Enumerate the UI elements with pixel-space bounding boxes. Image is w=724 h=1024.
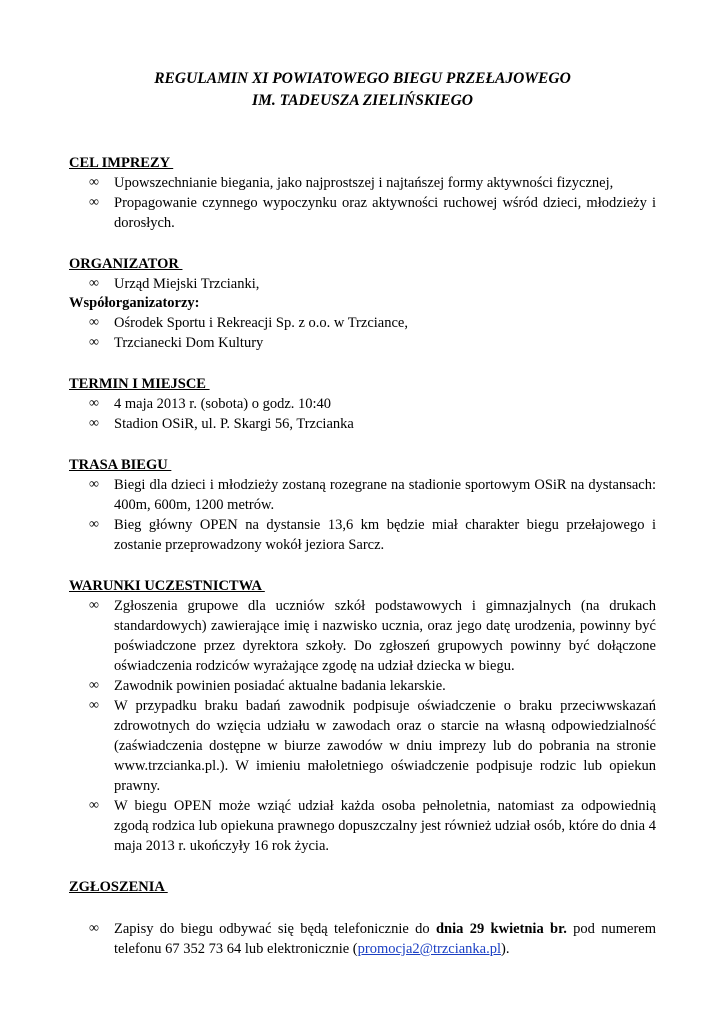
title-line-1: REGULAMIN XI POWIATOWEGO BIEGU PRZEŁAJOWEGO: [154, 70, 571, 87]
list-item: [69, 333, 656, 353]
infinity-bullet-icon: ∞: [89, 517, 99, 532]
list-item-text: Trzcianecki Dom Kultury: [114, 335, 264, 351]
list-item: [69, 515, 656, 555]
list-item-text: Bieg główny OPEN na dystansie 13,6 km będzie miał charakter biegu przełajowego i zostanie przeprowadzony wokół jeziora Sarcz.: [114, 517, 656, 553]
section-heading: ORGANIZATOR: [69, 256, 183, 272]
list-item-text-start: Zapisy do biegu odbywać się będą telefonicznie do: [114, 921, 436, 937]
infinity-bullet-icon: ∞: [89, 698, 99, 713]
title-line-2: IM. TADEUSZA ZIELIŃSKIEGO: [252, 92, 473, 109]
section-organizator: [69, 255, 656, 353]
section-zgloszenia: [69, 878, 656, 959]
list-item: [69, 274, 656, 294]
list-item: [69, 596, 656, 676]
section-heading: WARUNKI UCZESTNICTWA: [69, 578, 265, 594]
list-item: [69, 796, 656, 856]
list-item: [69, 696, 656, 796]
bullet-list: [69, 475, 656, 555]
bullet-list: [69, 274, 656, 294]
infinity-bullet-icon: ∞: [89, 598, 99, 613]
infinity-bullet-icon: ∞: [89, 315, 99, 330]
infinity-bullet-icon: ∞: [89, 798, 99, 813]
list-item-text: Upowszechnianie biegania, jako najprostszej i najtańszej formy aktywności fizycznej,: [114, 175, 614, 191]
list-item: [69, 173, 656, 193]
infinity-bullet-icon: ∞: [89, 678, 99, 693]
bullet-list: [69, 313, 656, 353]
section-heading: TRASA BIEGU: [69, 457, 172, 473]
co-organizers-heading: Współorganizatorzy:: [69, 295, 200, 311]
document-title: [69, 68, 656, 112]
section-heading: TERMIN I MIEJSCE: [69, 376, 210, 392]
list-item: [69, 676, 656, 696]
list-item-text: 4 maja 2013 r. (sobota) o godz. 10:40: [114, 396, 332, 412]
infinity-bullet-icon: ∞: [89, 195, 99, 210]
list-item: [69, 394, 656, 414]
list-item-text: W biegu OPEN może wziąć udział każda osoba pełnoletnia, natomiast za odpowiednią zgodą rodzica lub opiekuna prawnego dopuszczalny jest również udział osób, które do dnia 4 maja 2013 r. ukończyły 16 rok życia.: [114, 798, 656, 854]
list-item-text: Zgłoszenia grupowe dla uczniów szkół podstawowych i gimnazjalnych (na drukach standardowych) zawierające imię i nazwisko ucznia, oraz jego datę urodzenia, powinny być poświadczone przez dyrektora szkoły. Do zgłoszeń grupowych powinny być dołączone oświadczenia rodziców wyrażające zgodę na udział dziecka w biegu.: [114, 598, 656, 674]
section-heading: CEL IMPREZY: [69, 155, 174, 171]
list-item: [69, 193, 656, 233]
bullet-list: [69, 394, 656, 434]
infinity-bullet-icon: ∞: [89, 276, 99, 291]
list-item: [69, 475, 656, 515]
bullet-list: [69, 173, 656, 233]
list-item-text-end: ).: [501, 941, 510, 957]
list-item: [69, 414, 656, 434]
list-item-text: Biegi dla dzieci i młodzieży zostaną rozegrane na stadionie sportowym OSiR na dystansach: 400m, 600m, 1200 metrów.: [114, 477, 656, 513]
list-item: [69, 919, 656, 959]
bullet-list: [69, 596, 656, 856]
list-item-text: Propagowanie czynnego wypoczynku oraz aktywności ruchowej wśród dzieci, młodzieży i dorosłych.: [114, 195, 656, 231]
section-termin-i-miejsce: [69, 375, 656, 434]
section-warunki-uczestnictwa: [69, 577, 656, 856]
infinity-bullet-icon: ∞: [89, 335, 99, 350]
list-item-text: Ośrodek Sportu i Rekreacji Sp. z o.o. w Trzciance,: [114, 315, 408, 331]
list-item-text-middle: pod numerem telefonu 67 352 73 64 lub elektronicznie (: [114, 921, 657, 957]
section-cel-imprezy: [69, 154, 656, 233]
list-item-text: W przypadku braku badań zawodnik podpisuje oświadczenie o braku przeciwwskazań zdrowotnych do wzięcia udziału w zawodach oraz o starcie na własną odpowiedzialność (zaświadczenia dostępne w biurze zawodów w dniu imprezy lub do pobrania na stronie www.trzcianka.pl.). W imieniu małoletniego oświadczenie podpisuje rodzic lub opiekun prawny.: [114, 698, 656, 794]
infinity-bullet-icon: ∞: [89, 921, 99, 936]
email-link[interactable]: promocja2@trzcianka.pl: [357, 941, 502, 957]
list-item: [69, 313, 656, 333]
infinity-bullet-icon: ∞: [89, 175, 99, 190]
list-item-text: Zawodnik powinien posiadać aktualne badania lekarskie.: [114, 678, 446, 694]
registration-deadline: dnia 29 kwietnia br.: [435, 921, 567, 937]
section-trasa-biegu: [69, 456, 656, 555]
infinity-bullet-icon: ∞: [89, 396, 99, 411]
infinity-bullet-icon: ∞: [89, 416, 99, 431]
list-item-text: Urząd Miejski Trzcianki,: [114, 276, 260, 292]
infinity-bullet-icon: ∞: [89, 477, 99, 492]
section-heading: ZGŁOSZENIA: [69, 879, 168, 895]
bullet-list: [69, 919, 656, 959]
list-item-text: Stadion OSiR, ul. P. Skargi 56, Trzcianka: [114, 416, 354, 432]
